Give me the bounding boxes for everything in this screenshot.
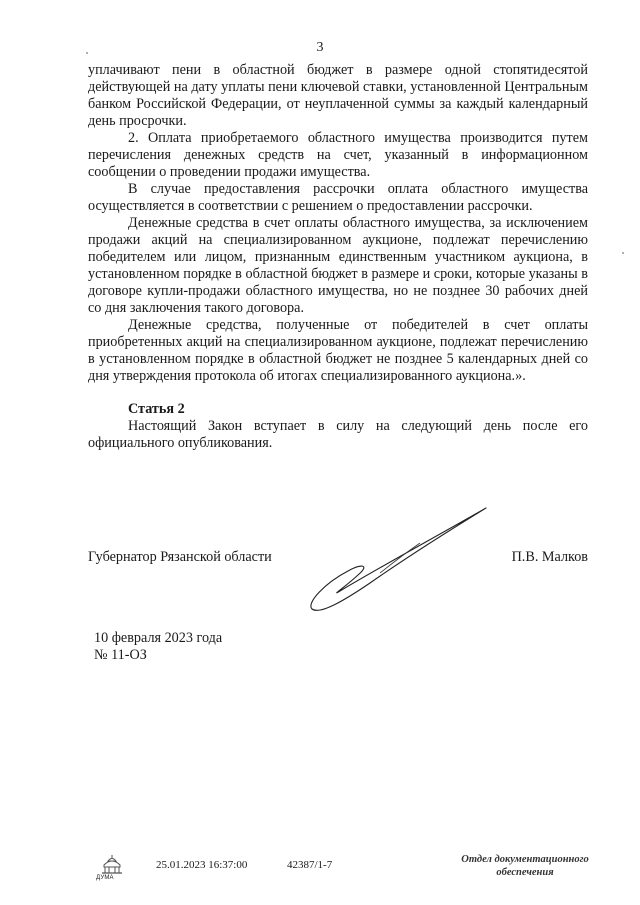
registration-timestamp: 25.01.2023 16:37:00 [156, 859, 248, 871]
paragraph-1: уплачивают пени в областной бюджет в размере одной стопятидесятой действующей на дату уплаты пени ключевой ставки, установленной Центральным банком Российской Федерации, от неуплаченной суммы за каждый календарный день просрочки. [88, 62, 588, 129]
signatory-name: П.В. Малков [511, 549, 588, 565]
paragraph-2: 2. Оплата приобретаемого областного имущества производится путем перечисления денежных средств на счет, указанный в информационном сообщении о проведении продажи имущества. [88, 130, 588, 180]
paragraph-4: Денежные средства в счет оплаты областного имущества, за исключением продажи акций на специализированном аукционе, подлежат перечислению победителем или лицом, признанным единственным участником аукциона, в установленном порядке в областной бюджет в размере и сроки, которые указаны в договоре купли-продажи областного имущества, но не позднее 30 рабочих дней со дня заключения такого договора. [88, 215, 588, 316]
law-number: № 11-ОЗ [94, 647, 147, 663]
spacer [88, 385, 588, 401]
page-number: 3 [316, 40, 324, 55]
scan-speck [86, 52, 88, 54]
department-stamp [430, 853, 620, 879]
handwritten-signature [300, 505, 490, 620]
document-body [88, 62, 588, 452]
signing-date: 10 февраля 2023 года [94, 630, 223, 646]
scan-speck [622, 252, 624, 254]
footer [0, 853, 640, 893]
date-block [94, 630, 222, 664]
signatory-position: Губернатор Рязанской области [88, 549, 272, 565]
department-line-2: обеспечения [496, 867, 554, 878]
department-line-1: Отдел документационного [461, 854, 589, 865]
logo-text: ДУМА [96, 875, 114, 881]
registration-code: 42387/1-7 [287, 859, 333, 871]
paragraph-5: Денежные средства, полученные от победителей в счет оплаты приобретенных акций на специализированном аукционе, подлежат перечислению в установленном порядке в областной бюджет не позднее 5 календарных дней со дня утверждения протокола об итогах специализированного аукциона.». [88, 317, 588, 384]
article-text: Настоящий Закон вступает в силу на следующий день после его официального опубликования. [88, 418, 588, 451]
article-title: Статья 2 [128, 401, 185, 417]
paragraph-3: В случае предоставления рассрочки оплата областного имущества осуществляется в соответствии с решением о предоставлении рассрочки. [88, 181, 588, 214]
